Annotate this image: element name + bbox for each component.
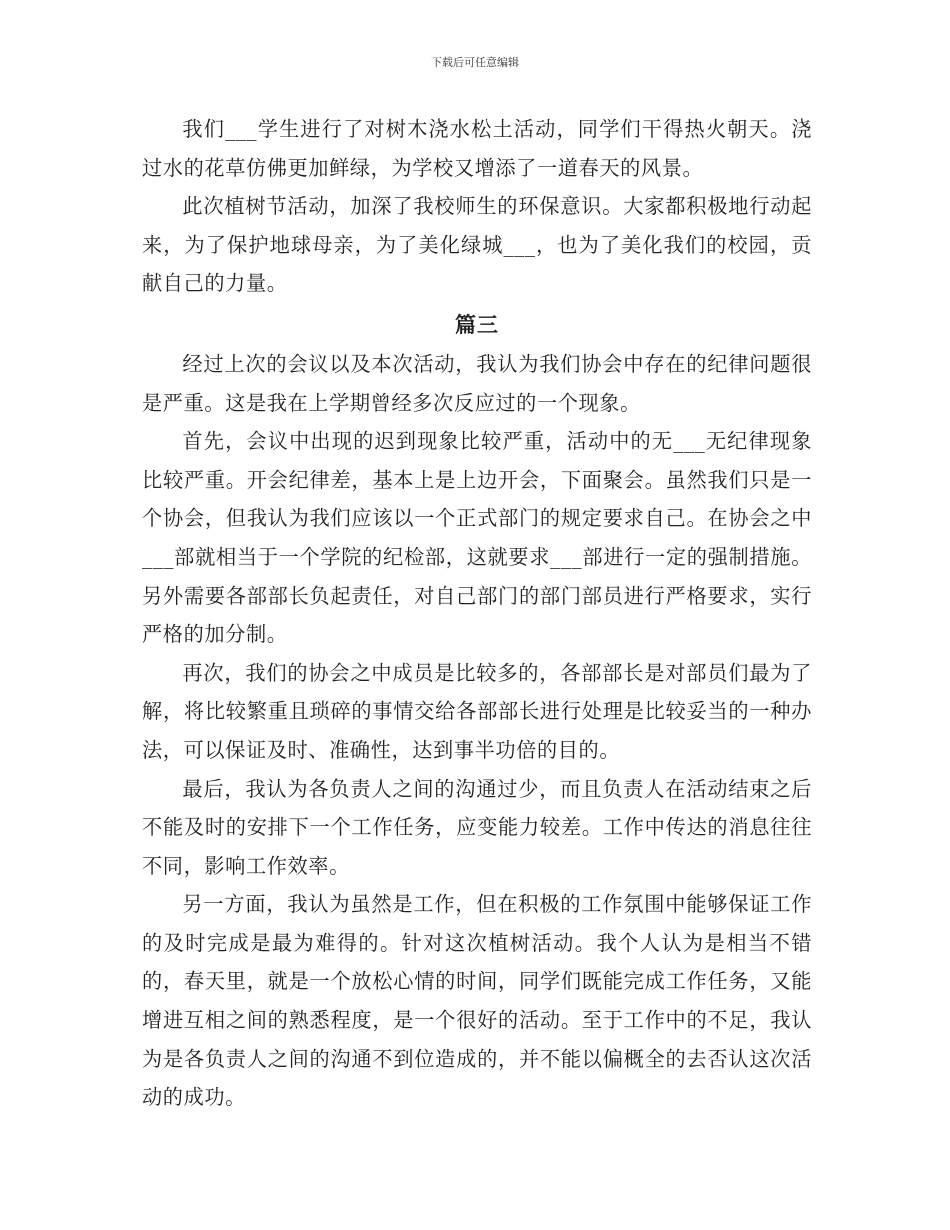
section-title: 篇三 (455, 312, 499, 337)
document-body (142, 110, 812, 1117)
page-header-note: 下载后可任意编辑 (431, 56, 519, 69)
paragraph-second-point: 再次，我们的协会之中成员是比较多的，各部部长是对部员们最为了解，将比较繁重且琐碎的事情交给各部部长进行处理是比较妥当的一种办法，可以保证及时、准确性，达到事半功倍的目的。 (142, 660, 812, 762)
paragraph-last-point: 最后，我认为各负责人之间的沟通过少，而且负责人在活动结束之后不能及时的安排下一个工作任务，应变能力较差。工作中传达的消息往往不同，影响工作效率。 (142, 776, 812, 878)
paragraph-first-point: 首先，会议中出现的迟到现象比较严重，活动中的无___无纪律现象比较严重。开会纪律差，基本上是上边开会，下面聚会。虽然我们只是一个协会，但我认为我们应该以一个正式部门的规定要求自己。在协会之中___部就相当于一个学院的纪检部，这就要求___部进行一定的强制措施。另外需要各部部长负起责任，对自己部门的部门部员进行严格要求，实行严格的加分制。 (142, 429, 812, 647)
paragraph-other-aspect: 另一方面，我认为虽然是工作，但在积极的工作氛围中能够保证工作的及时完成是最为难得的。针对这次植树活动。我个人认为是相当不错的，春天里，就是一个放松心情的时间，同学们既能完成工作任务，又能增进互相之间的熟悉程度，是一个很好的活动。至于工作中的不足，我认为是各负责人之间的沟通不到位造成的，并不能以偏概全的去否认这次活动的成功。 (142, 892, 812, 1110)
paragraph-environment-awareness: 此次植树节活动，加深了我校师生的环保意识。大家都积极地行动起来，为了保护地球母亲，为了美化绿城___，也为了美化我们的校园，贡献自己的力量。 (142, 194, 812, 296)
paragraph-discipline-issue: 经过上次的会议以及本次活动，我认为我们协会中存在的纪律问题很是严重。这是我在上学期曾经多次反应过的一个现象。 (142, 351, 812, 415)
paragraph-watering-activity: 我们___学生进行了对树木浇水松土活动，同学们干得热火朝天。浇过水的花草仿佛更加鲜绿，为学校又增添了一道春天的风景。 (142, 117, 812, 180)
